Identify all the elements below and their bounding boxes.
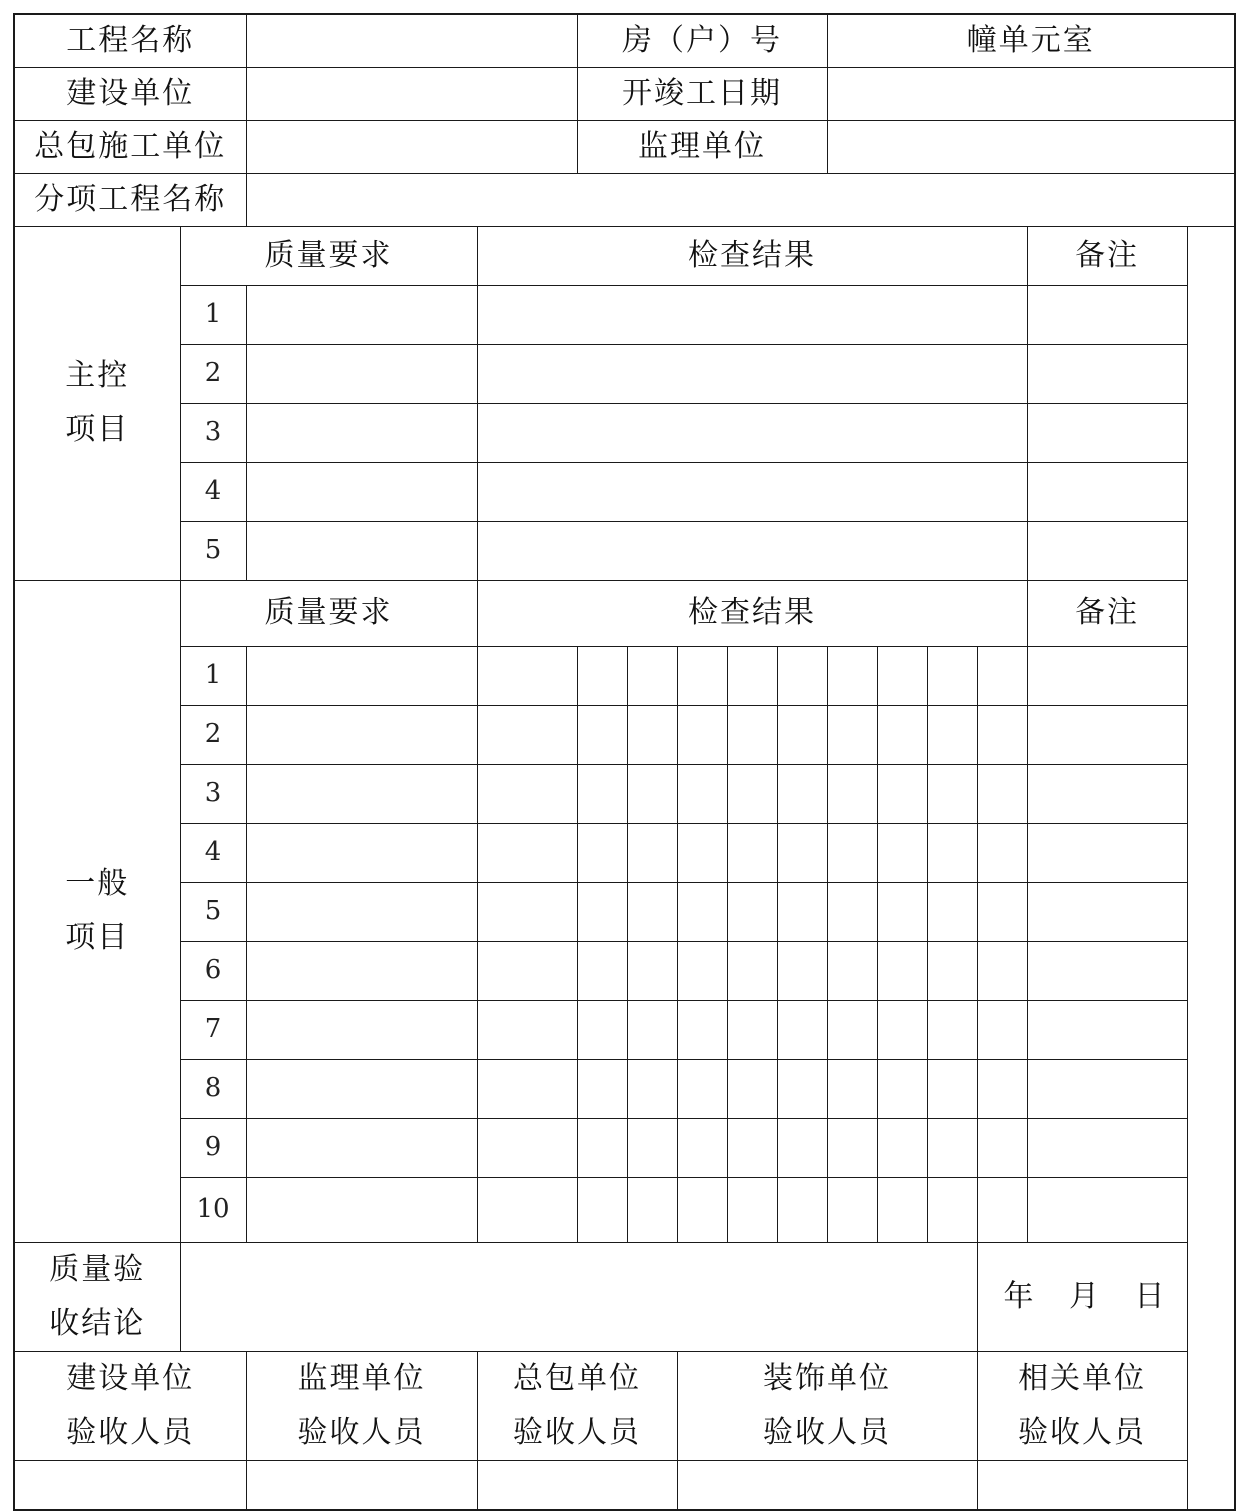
check-result-subcell[interactable]: [477, 705, 577, 764]
check-result-subcell[interactable]: [677, 823, 727, 882]
quality-requirement-cell[interactable]: [246, 1177, 477, 1242]
contractor-field[interactable]: [246, 120, 577, 173]
check-result-subcell[interactable]: [677, 705, 727, 764]
check-result-subcell[interactable]: [977, 823, 1027, 882]
main-control-header-row: [14, 226, 1235, 285]
check-result-subcell[interactable]: [577, 705, 627, 764]
check-result-subcell[interactable]: [827, 646, 877, 705]
check-result-subcell[interactable]: [927, 646, 977, 705]
quality-requirement-cell[interactable]: [246, 1000, 477, 1059]
table-row: [14, 403, 1235, 462]
row-number: 3: [180, 403, 246, 462]
main-quality-header: 质量要求: [180, 226, 477, 285]
quality-requirement-cell[interactable]: [246, 403, 477, 462]
check-result-cell[interactable]: [477, 521, 1027, 580]
subitem-field[interactable]: [246, 173, 1235, 226]
signature-label-builder: [14, 1351, 246, 1460]
remark-cell[interactable]: [1027, 646, 1187, 705]
row-number: 7: [180, 1000, 246, 1059]
general-section-label: [14, 580, 180, 1242]
check-result-subcell[interactable]: [627, 646, 677, 705]
check-result-subcell[interactable]: [927, 705, 977, 764]
check-result-subcell[interactable]: [877, 646, 927, 705]
check-result-subcell[interactable]: [777, 1000, 827, 1059]
signature-label-line2: 验收人员: [513, 1414, 641, 1450]
signature-field-builder[interactable]: [14, 1460, 246, 1510]
check-result-subcell[interactable]: [877, 1059, 927, 1118]
signature-field-decoration[interactable]: [677, 1460, 977, 1510]
table-row: [14, 285, 1235, 344]
remark-cell[interactable]: [1027, 823, 1187, 882]
check-result-subcell[interactable]: [477, 646, 577, 705]
remark-cell[interactable]: [1027, 1118, 1187, 1177]
signature-label-line1: 建设单位: [66, 1360, 195, 1396]
check-result-subcell[interactable]: [977, 1118, 1027, 1177]
signature-label-line2: 验收人员: [1018, 1414, 1147, 1450]
check-result-subcell[interactable]: [727, 1177, 777, 1242]
check-result-subcell[interactable]: [577, 882, 627, 941]
check-result-subcell[interactable]: [627, 705, 677, 764]
check-result-subcell[interactable]: [727, 705, 777, 764]
quality-requirement-cell[interactable]: [246, 1059, 477, 1118]
builder-field[interactable]: [246, 67, 577, 120]
header-row-builder: [14, 67, 1235, 120]
row-number: 5: [180, 882, 246, 941]
check-result-subcell[interactable]: [927, 1118, 977, 1177]
remark-cell[interactable]: [1027, 344, 1187, 403]
check-result-subcell[interactable]: [677, 646, 727, 705]
check-result-subcell[interactable]: [927, 1059, 977, 1118]
check-result-subcell[interactable]: [627, 1000, 677, 1059]
signature-label-line2: 验收人员: [763, 1414, 892, 1450]
signature-field-related[interactable]: [977, 1460, 1187, 1510]
general-label-line1: 一般: [65, 866, 130, 901]
quality-requirement-cell[interactable]: [246, 764, 477, 823]
remark-cell[interactable]: [1027, 462, 1187, 521]
check-result-subcell[interactable]: [827, 764, 877, 823]
row-number: 4: [180, 462, 246, 521]
check-result-subcell[interactable]: [977, 764, 1027, 823]
remark-cell[interactable]: [1027, 941, 1187, 1000]
check-result-subcell[interactable]: [827, 1059, 877, 1118]
signature-label-line2: 验收人员: [66, 1414, 195, 1450]
row-number: 5: [180, 521, 246, 580]
check-result-subcell[interactable]: [777, 646, 827, 705]
general-header-row: [14, 580, 1235, 646]
check-result-subcell[interactable]: [627, 1118, 677, 1177]
signature-label-line1: 装饰单位: [763, 1360, 892, 1396]
check-result-subcell[interactable]: [927, 764, 977, 823]
check-result-subcell[interactable]: [477, 1118, 577, 1177]
room-number-field[interactable]: 幢单元室: [827, 14, 1235, 67]
check-result-subcell[interactable]: [877, 941, 927, 1000]
check-result-subcell[interactable]: [977, 1177, 1027, 1242]
remark-cell[interactable]: [1027, 1059, 1187, 1118]
signature-label-line1: 监理单位: [297, 1360, 426, 1396]
row-number: 8: [180, 1059, 246, 1118]
check-result-subcell[interactable]: [477, 1177, 577, 1242]
subitem-label: 分项工程名称: [14, 173, 246, 226]
check-result-subcell[interactable]: [927, 882, 977, 941]
table-row: [14, 823, 1235, 882]
check-result-subcell[interactable]: [677, 882, 727, 941]
check-result-subcell[interactable]: [827, 882, 877, 941]
table-row: [14, 1177, 1235, 1242]
conclusion-date[interactable]: 年 月 日: [977, 1242, 1187, 1351]
check-result-subcell[interactable]: [877, 705, 927, 764]
header-row-contractor: [14, 120, 1235, 173]
general-remark-header: 备注: [1027, 580, 1187, 646]
room-number-label: 房（户）号: [577, 14, 827, 67]
main-remark-header: 备注: [1027, 226, 1187, 285]
remark-cell[interactable]: [1027, 764, 1187, 823]
table-row: [14, 646, 1235, 705]
check-result-cell[interactable]: [477, 462, 1027, 521]
row-number: 4: [180, 823, 246, 882]
check-result-subcell[interactable]: [927, 941, 977, 1000]
header-row-subitem: [14, 173, 1235, 226]
check-result-subcell[interactable]: [827, 1118, 877, 1177]
check-result-subcell[interactable]: [977, 882, 1027, 941]
check-result-subcell[interactable]: [877, 1000, 927, 1059]
check-result-subcell[interactable]: [577, 1177, 627, 1242]
acceptance-form-table: [13, 13, 1236, 1511]
main-control-label-line1: 主控: [65, 358, 130, 393]
main-result-header: 检查结果: [477, 226, 1027, 285]
check-result-subcell[interactable]: [927, 1000, 977, 1059]
check-result-subcell[interactable]: [827, 705, 877, 764]
contractor-label: 总包施工单位: [14, 120, 246, 173]
check-result-subcell[interactable]: [977, 646, 1027, 705]
check-result-subcell[interactable]: [727, 823, 777, 882]
check-result-subcell[interactable]: [677, 1000, 727, 1059]
signature-label-related: [977, 1351, 1187, 1460]
remark-cell[interactable]: [1027, 285, 1187, 344]
check-result-subcell[interactable]: [977, 941, 1027, 1000]
check-result-subcell[interactable]: [977, 1059, 1027, 1118]
check-result-subcell[interactable]: [577, 1059, 627, 1118]
check-result-subcell[interactable]: [627, 1059, 677, 1118]
table-row: [14, 462, 1235, 521]
remark-cell[interactable]: [1027, 705, 1187, 764]
check-result-subcell[interactable]: [577, 764, 627, 823]
check-result-subcell[interactable]: [727, 646, 777, 705]
check-result-subcell[interactable]: [877, 1177, 927, 1242]
row-number: 1: [180, 285, 246, 344]
quality-requirement-cell[interactable]: [246, 646, 477, 705]
conclusion-row: [14, 1242, 1235, 1351]
signature-label-contractor: [477, 1351, 677, 1460]
row-number: 3: [180, 764, 246, 823]
check-result-subcell[interactable]: [727, 1000, 777, 1059]
quality-requirement-cell[interactable]: [246, 882, 477, 941]
main-control-label-line2: 项目: [65, 412, 130, 447]
check-result-subcell[interactable]: [727, 882, 777, 941]
remark-cell[interactable]: [1027, 521, 1187, 580]
check-result-subcell[interactable]: [777, 1118, 827, 1177]
main-control-section-label: [14, 226, 180, 580]
signature-label-decoration: [677, 1351, 977, 1460]
check-result-cell[interactable]: [477, 403, 1027, 462]
row-number: 2: [180, 705, 246, 764]
conclusion-field[interactable]: [180, 1242, 977, 1351]
check-result-subcell[interactable]: [827, 941, 877, 1000]
row-number: 10: [180, 1177, 246, 1242]
remark-cell[interactable]: [1027, 882, 1187, 941]
header-row-project: [14, 14, 1235, 67]
signature-label-line1: 总包单位: [513, 1360, 641, 1396]
quality-requirement-cell[interactable]: [246, 462, 477, 521]
check-result-subcell[interactable]: [477, 882, 577, 941]
check-result-subcell[interactable]: [627, 764, 677, 823]
table-row: [14, 1118, 1235, 1177]
dates-label: 开竣工日期: [577, 67, 827, 120]
check-result-subcell[interactable]: [977, 1000, 1027, 1059]
row-number: 6: [180, 941, 246, 1000]
signature-field-row: [14, 1460, 1235, 1510]
signature-field-contractor[interactable]: [477, 1460, 677, 1510]
quality-requirement-cell[interactable]: [246, 823, 477, 882]
check-result-subcell[interactable]: [827, 1000, 877, 1059]
table-row: [14, 521, 1235, 580]
general-result-header: 检查结果: [477, 580, 1027, 646]
check-result-subcell[interactable]: [627, 823, 677, 882]
check-result-cell[interactable]: [477, 344, 1027, 403]
check-result-subcell[interactable]: [827, 823, 877, 882]
check-result-subcell[interactable]: [627, 1177, 677, 1242]
remark-cell[interactable]: [1027, 403, 1187, 462]
check-result-subcell[interactable]: [777, 941, 827, 1000]
check-result-subcell[interactable]: [677, 1118, 727, 1177]
row-number: 2: [180, 344, 246, 403]
check-result-subcell[interactable]: [727, 941, 777, 1000]
check-result-subcell[interactable]: [877, 882, 927, 941]
quality-requirement-cell[interactable]: [246, 941, 477, 1000]
check-result-subcell[interactable]: [927, 1177, 977, 1242]
check-result-subcell[interactable]: [477, 823, 577, 882]
check-result-subcell[interactable]: [777, 705, 827, 764]
check-result-subcell[interactable]: [577, 646, 627, 705]
table-row: [14, 882, 1235, 941]
table-row: [14, 941, 1235, 1000]
check-result-subcell[interactable]: [777, 1059, 827, 1118]
check-result-subcell[interactable]: [477, 764, 577, 823]
signature-label-supervisor: [246, 1351, 477, 1460]
check-result-subcell[interactable]: [677, 1059, 727, 1118]
check-result-subcell[interactable]: [577, 823, 627, 882]
project-name-field[interactable]: [246, 14, 577, 67]
check-result-subcell[interactable]: [877, 764, 927, 823]
check-result-subcell[interactable]: [977, 705, 1027, 764]
check-result-subcell[interactable]: [877, 1118, 927, 1177]
check-result-subcell[interactable]: [927, 823, 977, 882]
check-result-subcell[interactable]: [727, 764, 777, 823]
conclusion-label-line2: 收结论: [49, 1305, 146, 1341]
dates-field[interactable]: [827, 67, 1235, 120]
check-result-subcell[interactable]: [677, 764, 727, 823]
remark-cell[interactable]: [1027, 1000, 1187, 1059]
check-result-subcell[interactable]: [577, 941, 627, 1000]
check-result-subcell[interactable]: [727, 1059, 777, 1118]
check-result-subcell[interactable]: [777, 882, 827, 941]
check-result-subcell[interactable]: [627, 882, 677, 941]
check-result-subcell[interactable]: [777, 1177, 827, 1242]
row-number: 9: [180, 1118, 246, 1177]
supervisor-label: 监理单位: [577, 120, 827, 173]
quality-requirement-cell[interactable]: [246, 1118, 477, 1177]
check-result-cell[interactable]: [477, 285, 1027, 344]
check-result-subcell[interactable]: [477, 941, 577, 1000]
table-row: [14, 1000, 1235, 1059]
check-result-subcell[interactable]: [777, 764, 827, 823]
table-row: [14, 344, 1235, 403]
table-row: [14, 764, 1235, 823]
general-label-line2: 项目: [65, 920, 130, 955]
remark-cell[interactable]: [1027, 1177, 1187, 1242]
check-result-subcell[interactable]: [577, 1000, 627, 1059]
check-result-subcell[interactable]: [577, 1118, 627, 1177]
quality-requirement-cell[interactable]: [246, 285, 477, 344]
check-result-subcell[interactable]: [777, 823, 827, 882]
quality-requirement-cell[interactable]: [246, 705, 477, 764]
check-result-subcell[interactable]: [877, 823, 927, 882]
check-result-subcell[interactable]: [627, 941, 677, 1000]
builder-label: 建设单位: [14, 67, 246, 120]
row-number: 1: [180, 646, 246, 705]
check-result-subcell[interactable]: [677, 941, 727, 1000]
conclusion-label: [14, 1242, 180, 1351]
check-result-subcell[interactable]: [477, 1059, 577, 1118]
project-name-label: 工程名称: [14, 14, 246, 67]
table-row: [14, 705, 1235, 764]
check-result-subcell[interactable]: [677, 1177, 727, 1242]
signature-label-line2: 验收人员: [297, 1414, 426, 1450]
general-quality-header: 质量要求: [180, 580, 477, 646]
signature-label-line1: 相关单位: [1018, 1360, 1147, 1396]
table-row: [14, 1059, 1235, 1118]
supervisor-field[interactable]: [827, 120, 1235, 173]
check-result-subcell[interactable]: [477, 1000, 577, 1059]
quality-requirement-cell[interactable]: [246, 344, 477, 403]
signature-label-row: [14, 1351, 1235, 1460]
signature-field-supervisor[interactable]: [246, 1460, 477, 1510]
conclusion-label-line1: 质量验: [49, 1251, 146, 1287]
check-result-subcell[interactable]: [827, 1177, 877, 1242]
quality-requirement-cell[interactable]: [246, 521, 477, 580]
check-result-subcell[interactable]: [727, 1118, 777, 1177]
